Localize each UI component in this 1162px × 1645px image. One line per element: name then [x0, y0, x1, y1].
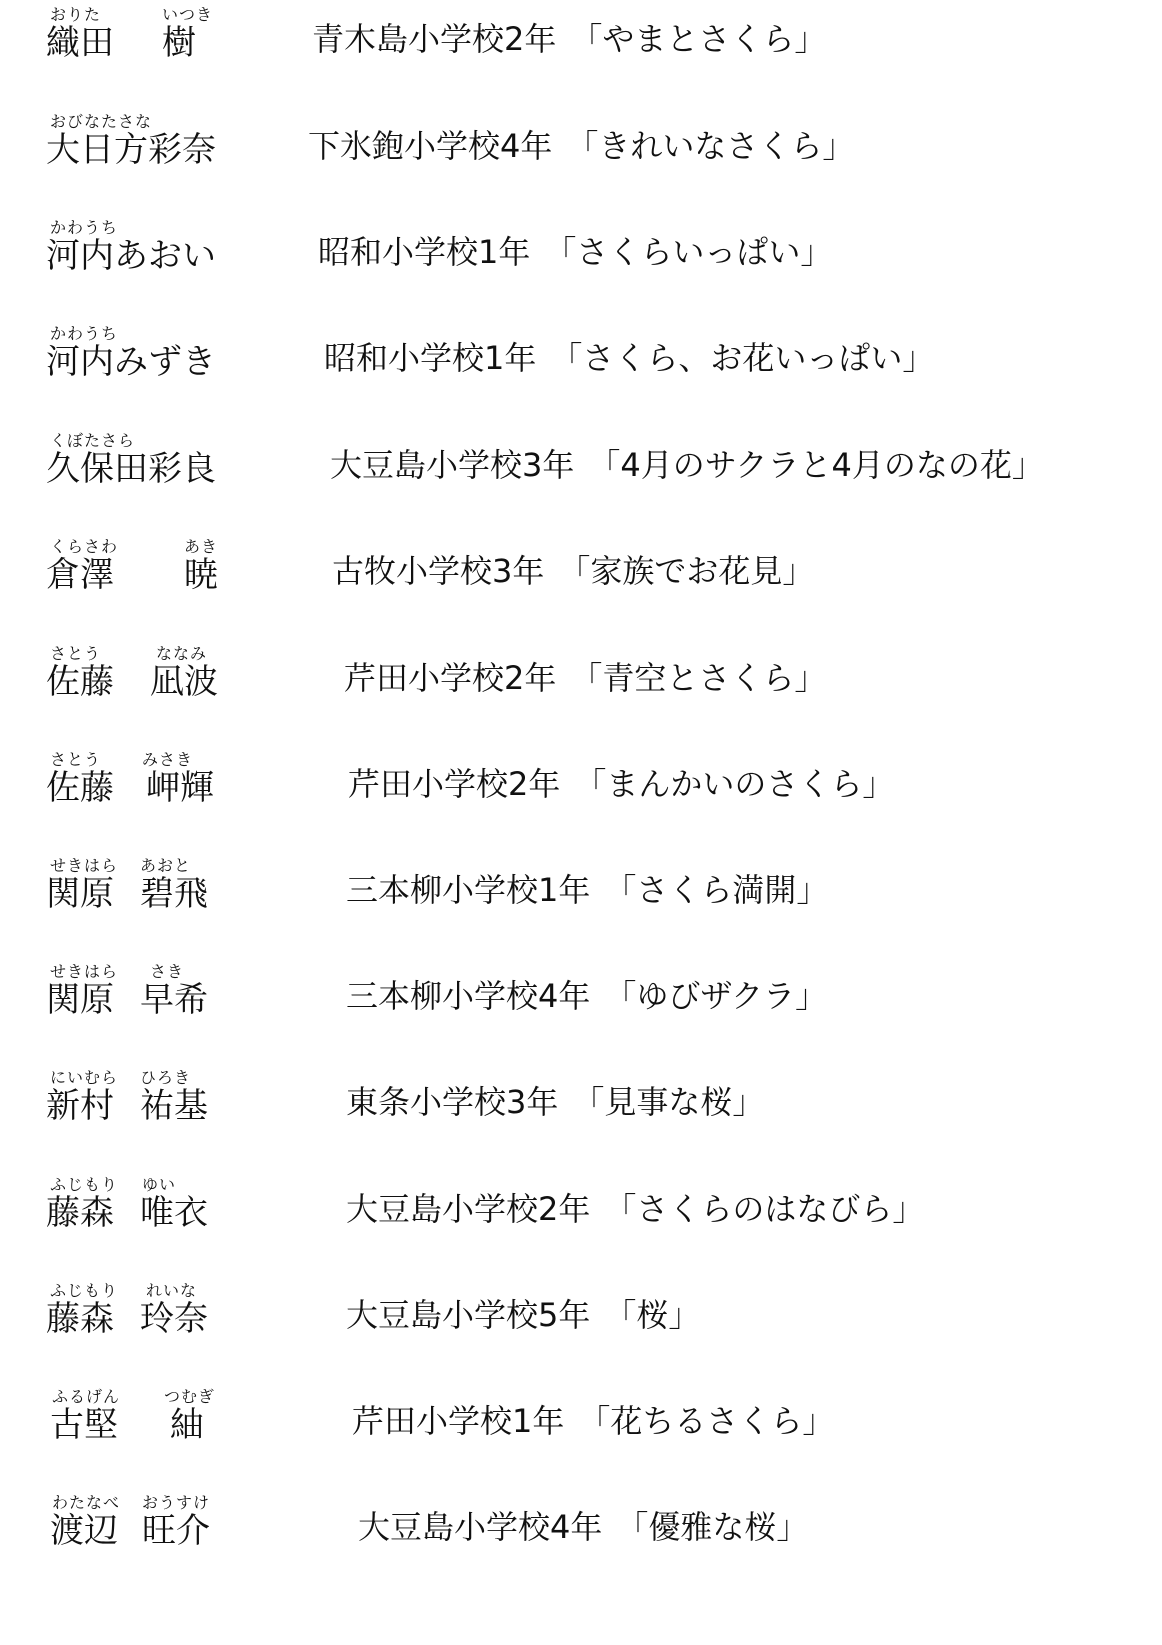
given-name: 早希 [140, 980, 208, 1020]
artwork-title: 「家族でお花見」 [558, 552, 815, 590]
family-name: 久保田彩良 [46, 449, 216, 489]
given-name-reading: あき [184, 537, 219, 556]
given-name: 樹 [162, 23, 196, 63]
school-grade: 昭和小学校1年 [324, 339, 537, 377]
family-name-reading: せきはら [50, 856, 119, 875]
school-grade: 芹田小学校2年 [348, 765, 561, 803]
family-name: 古堅 [50, 1405, 118, 1445]
given-name: 紬 [170, 1405, 204, 1445]
school-and-title [332, 550, 814, 592]
given-name-reading: みさき [142, 750, 194, 769]
given-name-reading: さき [150, 962, 185, 981]
given-name: 唯衣 [140, 1193, 208, 1233]
list-item [0, 219, 1162, 291]
given-name-reading: つむぎ [164, 1387, 216, 1406]
school-grade: 芹田小学校2年 [344, 659, 557, 697]
school-grade: 青木島小学校2年 [312, 20, 557, 58]
school-and-title [358, 1506, 808, 1548]
family-name-reading: ふじもり [50, 1281, 119, 1300]
artwork-title: 「やまとさくら」 [570, 20, 827, 58]
school-and-title [324, 337, 934, 379]
given-name: 玲奈 [140, 1299, 208, 1339]
school-and-title [344, 657, 826, 699]
school-and-title [346, 869, 828, 911]
family-name-reading: おびなたさな [50, 112, 153, 131]
school-grade: 芹田小学校1年 [352, 1402, 565, 1440]
list-item [0, 857, 1162, 929]
artwork-title: 「ゆびザクラ」 [604, 977, 828, 1015]
given-name-reading: あおと [140, 856, 192, 875]
school-and-title [352, 1400, 834, 1442]
school-grade: 下氷鉋小学校4年 [308, 127, 553, 165]
family-name: 佐藤 [46, 662, 114, 702]
family-name-reading: ふじもり [50, 1175, 119, 1194]
school-grade: 大豆島小学校2年 [346, 1190, 591, 1228]
artwork-title: 「青空とさくら」 [570, 659, 827, 697]
school-grade: 大豆島小学校4年 [358, 1508, 603, 1546]
artwork-title: 「さくら満開」 [604, 871, 829, 909]
family-name: 織田 [46, 23, 114, 63]
school-and-title [348, 763, 894, 805]
list-item [0, 1494, 1162, 1566]
list-item [0, 538, 1162, 610]
list-item [0, 6, 1162, 78]
school-and-title [346, 1081, 764, 1123]
school-grade: 大豆島小学校5年 [346, 1296, 591, 1334]
school-grade: 三本柳小学校4年 [346, 977, 591, 1015]
given-name-reading: ゆい [142, 1175, 177, 1194]
family-name: 渡辺 [50, 1511, 118, 1551]
family-name-reading: にいむら [50, 1068, 119, 1087]
school-and-title [312, 18, 826, 60]
family-name-reading: せきはら [50, 962, 119, 981]
list-item [0, 432, 1162, 504]
school-grade: 大豆島小学校3年 [330, 446, 575, 484]
given-name: 祐基 [140, 1086, 208, 1126]
family-name: 河内あおい [46, 236, 216, 276]
family-name: 藤森 [46, 1193, 114, 1233]
family-name-reading: くぼたさら [50, 431, 136, 450]
list-item [0, 1282, 1162, 1354]
given-name-reading: ななみ [156, 644, 208, 663]
school-and-title [308, 125, 854, 167]
given-name-reading: いつき [162, 5, 214, 24]
family-name-reading: さとう [50, 644, 102, 663]
given-name: 旺介 [142, 1511, 210, 1551]
school-and-title [330, 444, 1044, 486]
artwork-title: 「4月のサクラと4月のなの花」 [588, 446, 1044, 484]
school-grade: 東条小学校3年 [346, 1083, 559, 1121]
school-and-title [346, 975, 827, 1017]
artwork-title: 「さくら、お花いっぱい」 [550, 339, 935, 377]
list-item [0, 1388, 1162, 1460]
family-name-reading: くらさわ [50, 537, 119, 556]
family-name: 河内みずき [46, 342, 216, 382]
given-name-reading: おうすけ [142, 1493, 211, 1512]
family-name: 佐藤 [46, 768, 114, 808]
given-name-reading: れいな [146, 1281, 198, 1300]
list-item [0, 113, 1162, 185]
list-item [0, 325, 1162, 397]
family-name: 新村 [46, 1086, 114, 1126]
family-name-reading: かわうち [50, 218, 119, 237]
family-name-reading: ふるげん [52, 1387, 121, 1406]
school-and-title [318, 231, 832, 273]
family-name: 大日方彩奈 [46, 130, 216, 170]
list-item [0, 1176, 1162, 1248]
given-name: 岬輝 [146, 768, 214, 808]
family-name: 倉澤 [46, 555, 114, 595]
school-and-title [346, 1188, 924, 1230]
artwork-title: 「桜」 [604, 1296, 701, 1334]
family-name-reading: わたなべ [52, 1493, 121, 1512]
artwork-title: 「まんかいのさくら」 [574, 765, 895, 803]
school-grade: 古牧小学校3年 [332, 552, 545, 590]
list-item [0, 963, 1162, 1035]
list-item [0, 1069, 1162, 1141]
given-name: 暁 [184, 555, 218, 595]
family-name: 関原 [46, 874, 114, 914]
given-name-reading: ひろき [140, 1068, 192, 1087]
family-name-reading: おりた [50, 5, 102, 24]
artwork-title: 「さくらいっぱい」 [544, 233, 833, 271]
family-name-reading: かわうち [50, 324, 119, 343]
artwork-title: 「見事な桜」 [572, 1083, 765, 1121]
family-name: 関原 [46, 980, 114, 1020]
given-name: 凪波 [150, 662, 218, 702]
family-name-reading: さとう [50, 750, 102, 769]
school-grade: 三本柳小学校1年 [346, 871, 591, 909]
artwork-title: 「きれいなさくら」 [566, 127, 855, 165]
school-grade: 昭和小学校1年 [318, 233, 531, 271]
artwork-title: 「さくらのはなびら」 [604, 1190, 925, 1228]
artwork-title: 「花ちるさくら」 [578, 1402, 835, 1440]
list-item [0, 751, 1162, 823]
school-and-title [346, 1294, 700, 1336]
family-name: 藤森 [46, 1299, 114, 1339]
list-item [0, 645, 1162, 717]
given-name: 碧飛 [140, 874, 208, 914]
artwork-title: 「優雅な桜」 [616, 1508, 809, 1546]
